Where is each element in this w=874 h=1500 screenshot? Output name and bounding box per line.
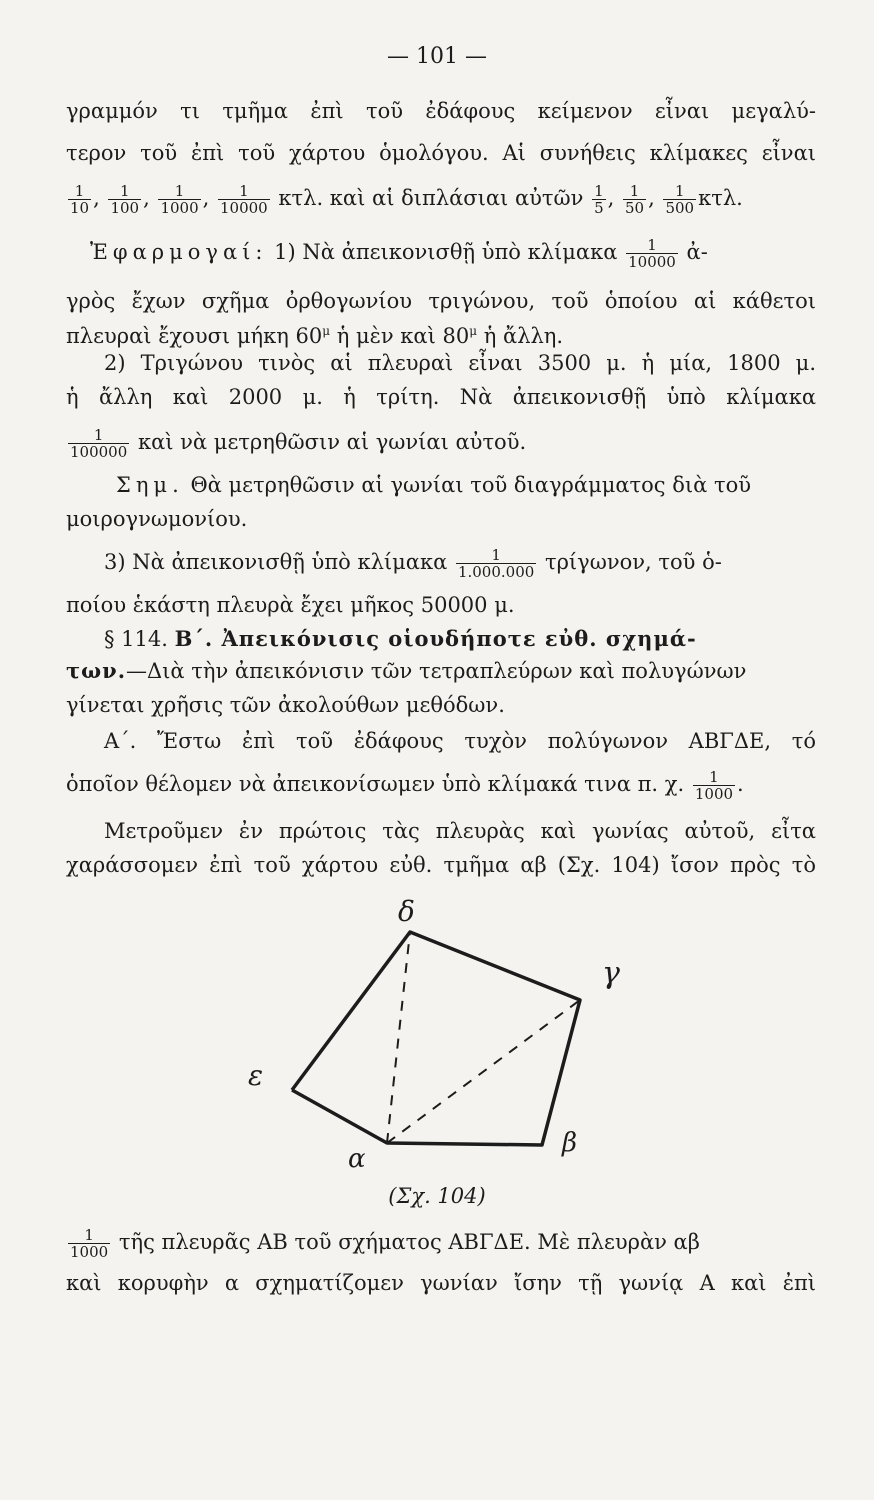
- fraction-1-1000-b: $\frac{1}{1000}$: [694, 768, 734, 803]
- text-line-11: μοιρογνωμονίου.: [66, 507, 248, 531]
- text-line-9: $\frac{1}{100000}$ καὶ νὰ μετρηθῶσιν αἱ γωνίαι αὐτοῦ.: [70, 426, 527, 461]
- diagonal-a-d: [387, 932, 410, 1143]
- fraction-1-100: $\frac{1}{100}$: [110, 182, 140, 217]
- fraction-1-1000000: $\frac{1}{1.000.000}$: [457, 546, 535, 581]
- text-line-19: Μετροῦμεν ἐν πρώτοις τὰς πλευρὰς καὶ γωνίας αὐτοῦ, εἶτα: [104, 819, 816, 843]
- applications-heading: Ἐφαρμογαί:: [90, 240, 268, 264]
- fraction-1-5: $\frac{1}{5}$: [594, 182, 604, 217]
- text-line-6: πλευραὶ ἔχουσι μήκη $60^\mu$ ἡ μὲν καὶ $80^\mu$ ἡ ἄλλη.: [66, 324, 564, 348]
- label-d: δ: [398, 895, 415, 928]
- text-line-4: Ἐφαρμογαί: 1) Νὰ ἀπεικονισθῇ ὑπὸ κλίμακα $\frac{1}{10000}$ ἀ-: [90, 236, 708, 271]
- text-line-13: ποίου ἑκάστη πλευρὰ ἔχει μῆκος 50000 μ.: [66, 593, 515, 617]
- text-line-22: καὶ κορυφὴν α σχηματίζομεν γωνίαν ἴσην τῇ γωνίᾳ Α καὶ ἐπὶ: [66, 1271, 816, 1295]
- label-g: γ: [602, 956, 620, 991]
- fraction-1-10: $\frac{1}{10}$: [70, 182, 90, 217]
- polygon-figure-104: [240, 885, 640, 1175]
- label-a: α: [348, 1144, 366, 1174]
- text-line-15: των.—Διὰ τὴν ἀπεικόνισιν τῶν τετραπλεύρων καὶ πολυγώνων: [66, 658, 747, 683]
- polygon-outline: [292, 932, 580, 1145]
- text-line-16: γίνεται χρῆσις τῶν ἀκολούθων μεθόδων.: [66, 693, 505, 717]
- section-heading-114: § 114. Β΄. Ἀπεικόνισις οἱουδήποτε εὐθ. σχημά-: [104, 626, 697, 651]
- fraction-1-500: $\frac{1}{500}$: [665, 182, 695, 217]
- text-line-12: 3) Νὰ ἀπεικονισθῇ ὑπὸ κλίμακα $\frac{1}{1.000.000}$ τρίγωνον, τοῦ ὁ-: [104, 546, 722, 581]
- text-line-2: τερον τοῦ ἐπὶ τοῦ χάρτου ὁμολόγου. Αἱ συνήθεις κλίμακες εἶναι: [66, 141, 816, 165]
- label-b: β: [562, 1128, 578, 1158]
- text-line-20: χαράσσομεν ἐπὶ τοῦ χάρτου εὐθ. τμῆμα αβ (Σχ. 104) ἴσον πρὸς τὸ: [66, 853, 816, 877]
- text-line-3-end: κτλ.: [698, 186, 743, 210]
- fraction-1-10000: $\frac{1}{10000}$: [220, 182, 268, 217]
- text-line-5: γρὸς ἔχων σχῆμα ὀρθογωνίου τριγώνου, τοῦ ὁποίου αἱ κάθετοι: [66, 289, 816, 313]
- fraction-1-10000-b: $\frac{1}{10000}$: [628, 236, 676, 271]
- figure-caption: (Σχ. 104): [388, 1184, 486, 1208]
- text-line-3-body: κτλ. καὶ αἱ διπλάσιαι αὐτῶν: [278, 186, 584, 210]
- text-line-8: ἡ ἄλλη καὶ 2000 μ. ἡ τρίτη. Νὰ ἀπεικονισθῇ ὑπὸ κλίμακα: [66, 385, 816, 409]
- text-line-3: $\frac{1}{10}$ , $\frac{1}{100}$ , $\frac{1}{1000}$ , $\frac{1}{10000}$ κτλ. καὶ αἱ διπλάσιαι αὐτῶν $\frac{1}{5}$ , $\frac{1}{50}$ , $\frac{1}{500}$ κτλ.: [70, 182, 743, 217]
- text-line-18: ὁποῖον θέλομεν νὰ ἀπεικονίσωμεν ὑπὸ κλίμακά τινα π. χ. $\frac{1}{1000}$ .: [66, 768, 744, 803]
- text-line-7: 2) Τριγώνου τινὸς αἱ πλευραὶ εἶναι 3500 μ. ἡ μία, 1800 μ.: [104, 351, 816, 375]
- diagonal-a-g: [387, 1000, 580, 1143]
- text-line-17: Α΄. Ἔστω ἐπὶ τοῦ ἐδάφους τυχὸν πολύγωνον ΑΒΓΔΕ, τό: [104, 729, 816, 753]
- fraction-1-100000: $\frac{1}{100000}$: [70, 426, 128, 461]
- label-e: ε: [248, 1059, 264, 1092]
- fraction-1-1000-c: $\frac{1}{1000}$: [70, 1226, 109, 1261]
- page-number: — 101 —: [387, 44, 487, 69]
- fraction-1-1000: $\frac{1}{1000}$: [160, 182, 199, 217]
- text-line-21: $\frac{1}{1000}$ τῆς πλευρᾶς ΑΒ τοῦ σχήματος ΑΒΓΔΕ. Μὲ πλευρὰν αβ: [70, 1226, 700, 1261]
- text-line-1: γραμμόν τι τμῆμα ἐπὶ τοῦ ἐδάφους κείμενον εἶναι μεγαλύ-: [66, 99, 816, 123]
- text-line-10: Σημ. Θὰ μετρηθῶσιν αἱ γωνίαι τοῦ διαγράμματος διὰ τοῦ: [116, 473, 752, 497]
- fraction-1-50: $\frac{1}{50}$: [625, 182, 645, 217]
